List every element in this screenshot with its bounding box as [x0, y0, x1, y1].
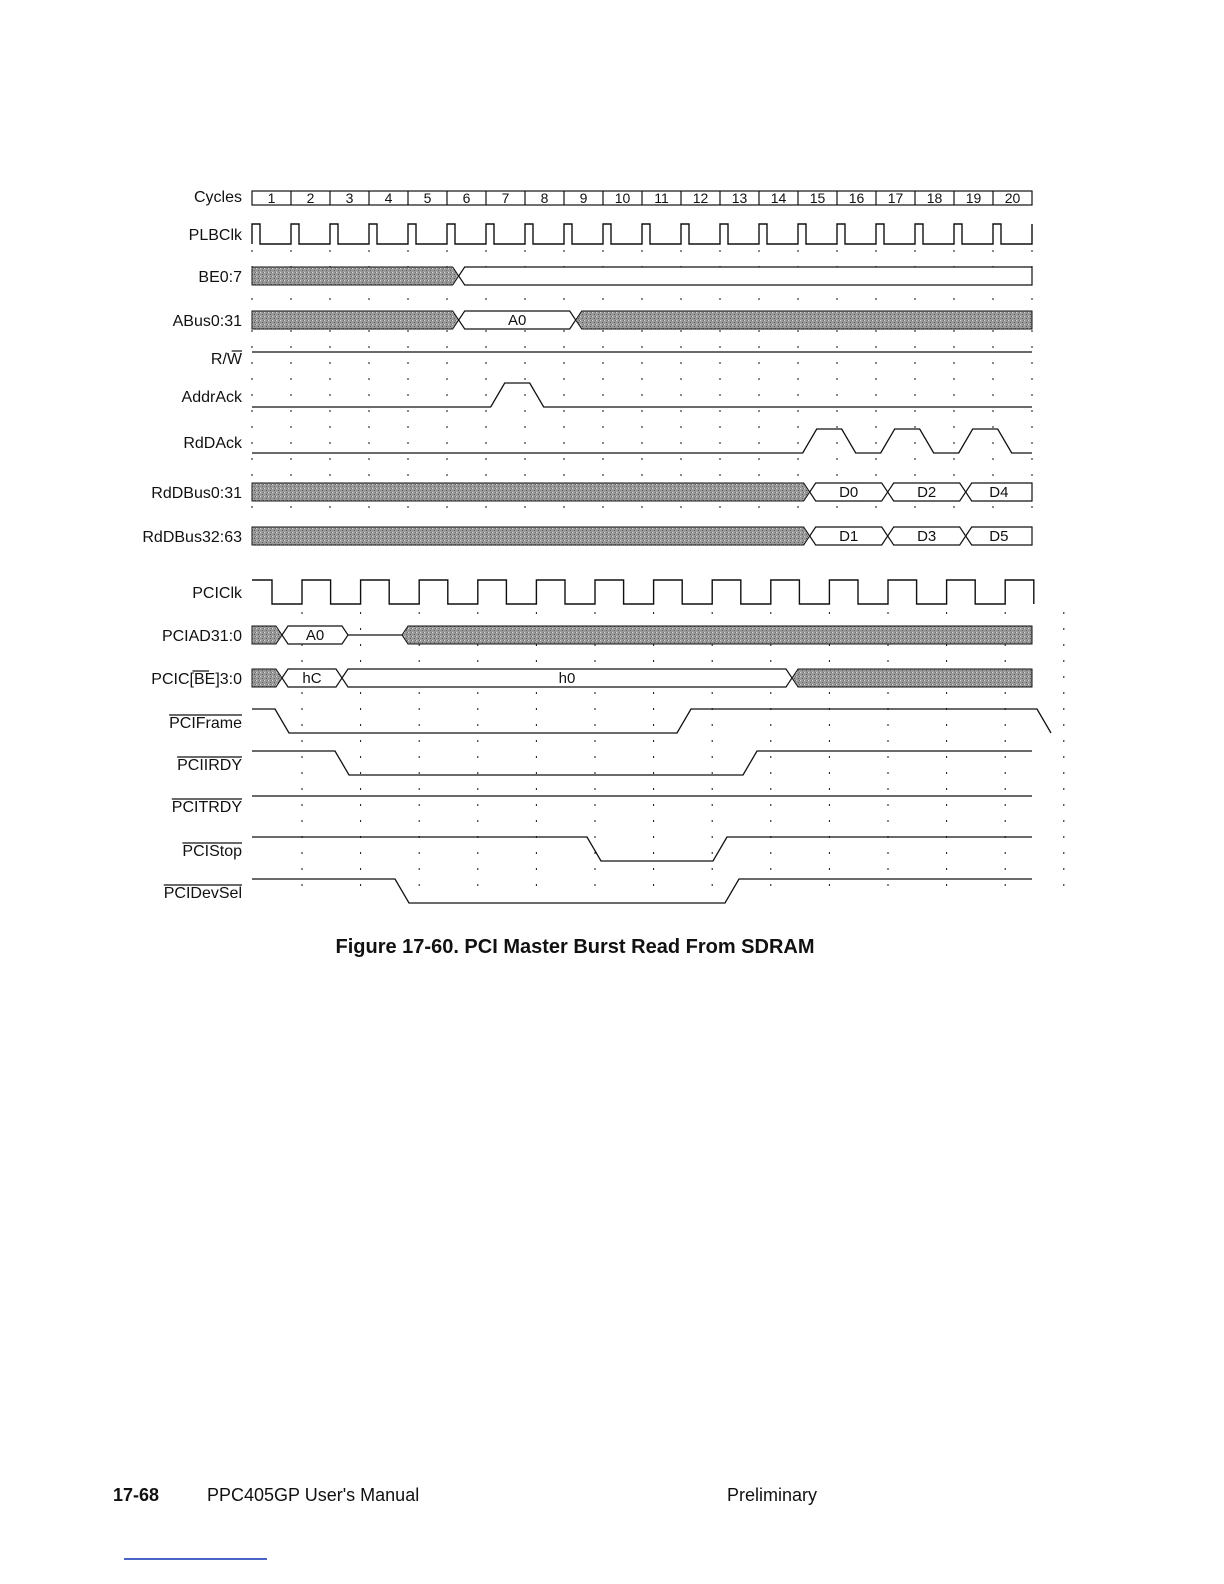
cycle-number-7: 7: [501, 190, 510, 206]
signal-label-rddbus32: RdDBus32:63: [142, 529, 242, 546]
cycle-number-11: 11: [654, 190, 669, 206]
signal-label-pciirdy: PCIIRDY: [177, 757, 242, 774]
bus-value-text-D5: D5: [989, 528, 1009, 545]
signal-labels: [142, 189, 243, 902]
bus-shaded-pciad: [402, 626, 1032, 644]
cycle-number-1: 1: [267, 190, 276, 206]
cycle-number-12: 12: [692, 190, 709, 206]
cycle-number-8: 8: [540, 190, 549, 206]
cycle-number-2: 2: [306, 190, 315, 206]
signal-label-rddbus0: RdDBus0:31: [151, 485, 242, 502]
signal-label-pcic: PCIC[BE]3:0: [151, 671, 242, 688]
cycle-number-3: 3: [345, 190, 354, 206]
signal-label-pciad: PCIAD31:0: [161, 628, 242, 645]
signal-label-rddack: RdDAck: [183, 435, 242, 452]
signal-label-pciclk: PCIClk: [192, 585, 242, 602]
bus-value-be: [459, 267, 1032, 285]
bus-value-text-A0: A0: [508, 312, 527, 329]
cycle-number-15: 15: [809, 190, 826, 206]
bus-shaded-pcic: [792, 669, 1032, 687]
cycle-number-9: 9: [579, 190, 588, 206]
pciclk-wave: [252, 580, 1034, 604]
cycle-number-19: 19: [965, 190, 982, 206]
signal-label-abus: ABus0:31: [172, 313, 242, 330]
signal-label-cycles: Cycles: [193, 189, 242, 206]
bus-shaded-abus: [252, 311, 459, 329]
pcidevsel-wave: [252, 879, 1032, 903]
bus-value-text-h0: h0: [558, 670, 576, 687]
bus-value-text-D0: D0: [839, 484, 859, 501]
signal-label-pcidevsel: PCIDevSel: [163, 885, 242, 902]
footer-doc-title: PPC405GP User's Manual: [207, 1485, 420, 1505]
cycle-number-16: 16: [848, 190, 865, 206]
cycle-number-18: 18: [926, 190, 943, 206]
cycle-number-20: 20: [1004, 190, 1021, 206]
pcistop-wave: [252, 837, 1032, 861]
cycle-number-6: 6: [462, 190, 471, 206]
cycle-number-10: 10: [614, 190, 631, 206]
bus-shaded-abus: [576, 311, 1032, 329]
rddack-wave: [252, 429, 1032, 453]
bus-shaded-pciad: [252, 626, 282, 644]
bus-value-text-D1: D1: [839, 528, 859, 545]
signal-label-plbclk: PLBClk: [188, 227, 242, 244]
cycle-number-17: 17: [887, 190, 904, 206]
cycle-gridlines: [252, 250, 1064, 900]
pciirdy-wave: [252, 751, 1032, 775]
signal-label-pcistop: PCIStop: [182, 843, 242, 860]
cycle-number-4: 4: [384, 190, 393, 206]
bus-shaded-pcic: [252, 669, 282, 687]
figure-caption: Figure 17-60. PCI Master Burst Read From SDRAM: [335, 936, 815, 958]
footer-page-number: 17-68: [113, 1485, 160, 1505]
signal-label-addrack: AddrAck: [181, 389, 242, 406]
cycle-number-13: 13: [731, 190, 748, 206]
bus-shaded-rddbus0: [252, 483, 810, 501]
plbclk-wave: [252, 224, 1032, 244]
bus-value-text-hC: hC: [302, 670, 322, 687]
bus-shaded-be: [252, 267, 459, 285]
signal-label-pcitrdy: PCITRDY: [171, 799, 242, 816]
footer-status: Preliminary: [727, 1485, 818, 1505]
waveforms: [252, 190, 1051, 903]
signal-label-rw: R/W: [210, 351, 242, 368]
bus-value-text-D3: D3: [917, 528, 937, 545]
bus-value-text-D2: D2: [917, 484, 937, 501]
bus-shaded-rddbus32: [252, 527, 810, 545]
pciframe-wave: [252, 709, 1051, 733]
cycle-number-14: 14: [770, 190, 787, 206]
signal-label-be: BE0:7: [198, 269, 242, 286]
signal-label-pciframe: PCIFrame: [169, 715, 242, 732]
bus-value-text-A0: A0: [305, 627, 325, 644]
footer-link-rule: [124, 1558, 267, 1560]
bus-value-text-D4: D4: [989, 484, 1009, 501]
cycle-number-5: 5: [423, 190, 432, 206]
